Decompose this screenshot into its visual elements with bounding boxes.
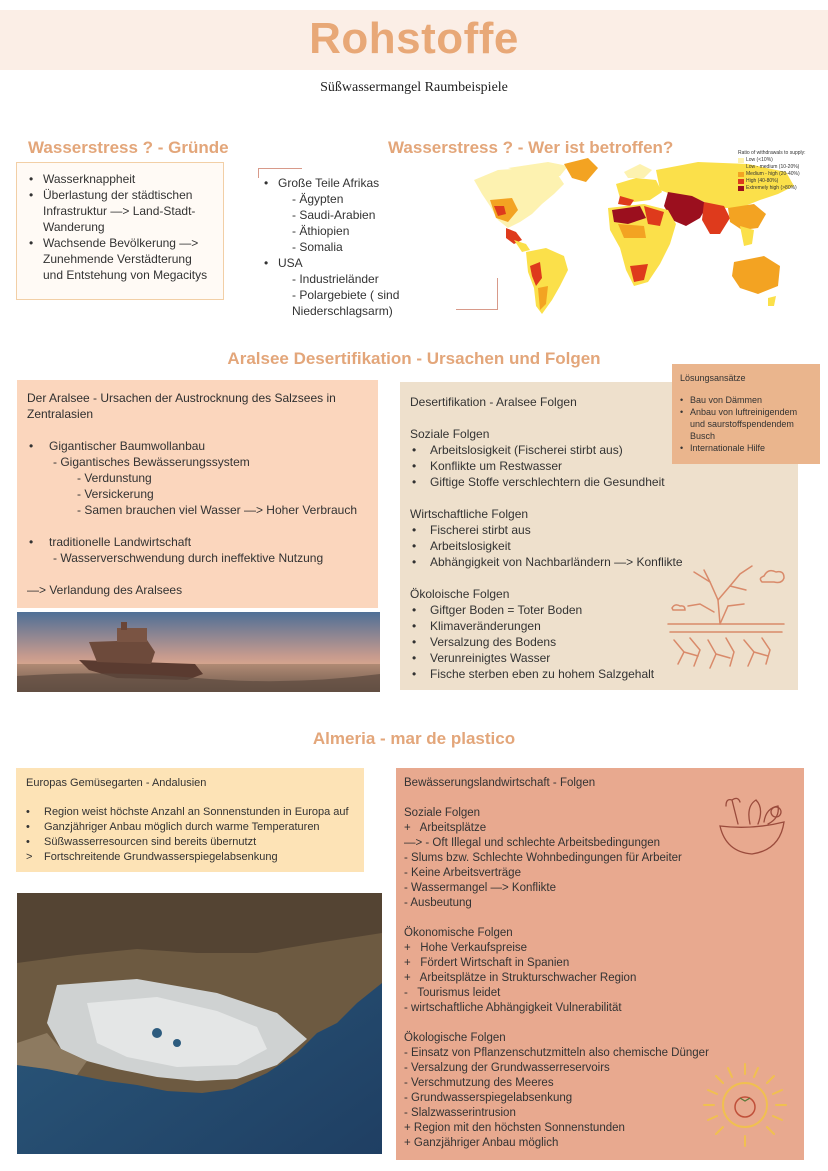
- list-marker: >: [26, 851, 33, 863]
- legend-item: [738, 178, 826, 185]
- list-item: • Arbeitslosigkeit (Fischerei stirbt aus): [410, 442, 788, 458]
- list-item: • Wasserknappheit: [27, 171, 215, 187]
- list-item: - Wassermangel —> Konflikte: [404, 882, 557, 894]
- europa-gemuesegarten-box: [16, 768, 364, 872]
- legend-title: Ratio of withdrawals to supply:: [738, 150, 806, 156]
- list-item: • Internationale Hilfe: [680, 442, 812, 454]
- list-item: • Verunreinigtes Wasser: [410, 650, 788, 666]
- europa-list: [26, 805, 354, 865]
- list-subitem: - Samen brauchen viel Wasser —> Hoher Verbrauch: [77, 503, 358, 517]
- list-item: - Slalzwasserintrusion: [404, 1107, 516, 1119]
- list-text: Region weist höchste Anzahl an Sonnenstunden in Europa auf: [44, 806, 349, 818]
- list-item: • Abhängigkeit von Nachbarländern —> Konflikte: [410, 554, 788, 570]
- list-subitem: - Industrieländer: [292, 272, 379, 286]
- sun-tomato-icon: [698, 1058, 792, 1152]
- list-item: - Slums bzw. Schlechte Wohnbedingungen für Arbeiter: [404, 852, 682, 864]
- map-legend: [738, 150, 826, 192]
- loesungsansaetze-box: [672, 364, 820, 464]
- list-item: —> - Oft Illegal und schlechte Arbeitsbedingungen: [404, 837, 661, 849]
- list-item: - Grundwasserspiegelabsenkung: [404, 1092, 573, 1104]
- legend-item: [738, 164, 826, 171]
- list-item: • Gigantischer Baumwollanbau: [27, 438, 368, 454]
- aralsee-ship-photo: [17, 612, 380, 692]
- list-item: [26, 850, 354, 865]
- list-item: • Versalzung des Bodens: [410, 634, 788, 650]
- gruende-box: [16, 162, 224, 300]
- list-marker: •: [26, 806, 30, 818]
- list-item: - Verschmutzung des Meeres: [404, 1077, 554, 1089]
- list-item: • Wachsende Bevölkerung —> Zunehmende Verstädterung und Entstehung von Megacitys: [27, 235, 215, 283]
- list-subitem: - Verdunstung: [77, 471, 152, 485]
- list-marker: •: [26, 836, 30, 848]
- bew-soziale-title: Soziale Folgen: [404, 807, 481, 819]
- legend-label: Low (<10%): [746, 157, 773, 163]
- page-subtitle: Süßwassermangel Raumbeispiele: [320, 80, 508, 95]
- list-item: - Versalzung der Grundwasserreservoirs: [404, 1062, 610, 1074]
- list-item: - wirtschaftliche Abhängigkeit Vulnerabilität: [404, 1002, 622, 1014]
- list-item: + Arbeitsplätze: [404, 822, 487, 834]
- vegetable-bowl-icon: [714, 790, 790, 860]
- soziale-folgen-title: Soziale Folgen: [410, 427, 490, 441]
- list-marker: •: [26, 821, 30, 833]
- bew-title: Bewässerungslandwirtschaft - Folgen: [404, 777, 596, 789]
- list-item: + Hohe Verkaufspreise: [404, 942, 528, 954]
- list-item: • Konflikte um Restwasser: [410, 458, 788, 474]
- list-item: [26, 835, 354, 850]
- list-item: - Ausbeutung: [404, 897, 472, 909]
- legend-swatch: [738, 165, 744, 170]
- list-item: [26, 820, 354, 835]
- legend-swatch: [738, 158, 744, 163]
- wirtschaftliche-folgen-title: Wirtschaftliche Folgen: [410, 507, 529, 521]
- list-subitem: - Saudi-Arabien: [292, 208, 376, 222]
- page-title: Rohstoffe: [309, 14, 519, 63]
- europa-title: Europas Gemüsegarten - Andalusien: [26, 777, 207, 789]
- list-item: + Region mit den höchsten Sonnenstunden: [404, 1122, 625, 1134]
- list-subitem: - Somalia: [292, 240, 343, 254]
- bew-oekonomische-title: Ökonomische Folgen: [404, 927, 513, 939]
- list-item: • Giftige Stoffe verschlechtern die Gesundheit: [410, 474, 788, 490]
- list-item: • traditionelle Landwirtschaft: [27, 534, 368, 550]
- list-item: • Giftger Boden = Toter Boden: [410, 602, 788, 618]
- bew-oekologische-title: Ökologische Folgen: [404, 1032, 506, 1044]
- almeria-satellite-photo: [17, 893, 382, 1154]
- loesung-title: Lösungsansätze: [680, 373, 746, 383]
- almeria-heading: Almeria - mar de plastico: [312, 729, 516, 748]
- list-item: + Fördert Wirtschaft in Spanien: [404, 957, 570, 969]
- list-item: • Bau von Dämmen: [680, 394, 812, 406]
- legend-swatch: [738, 179, 744, 184]
- oekologische-folgen-title: Ökoloische Folgen: [410, 587, 510, 601]
- legend-label: Extremely high (>80%): [746, 185, 797, 191]
- list-item: • Große Teile Afrikas: [262, 175, 502, 191]
- aralsee-ursachen-box: [17, 380, 378, 608]
- list-item: + Ganzjähriger Anbau möglich: [404, 1137, 559, 1149]
- legend-label: Medium - high (20-40%): [746, 171, 800, 177]
- legend-label: Low - medium (10-20%): [746, 164, 800, 170]
- legend-swatch: [738, 172, 744, 177]
- list-text: Fortschreitende Grundwasserspiegelabsenkung: [44, 851, 278, 863]
- list-subitem: - Versickerung: [77, 487, 154, 501]
- list-item: • Überlastung der städtischen Infrastruktur —> Land-Stadt-Wanderung: [27, 187, 215, 235]
- dry-tree-icon: [664, 560, 788, 676]
- legend-label: High (40-80%): [746, 178, 779, 184]
- list-subitem: - Wasserverschwendung durch ineffektive Nutzung: [53, 551, 324, 565]
- list-item: • Fische sterben eben zu hohem Salzgehalt: [410, 666, 788, 682]
- list-item: - Einsatz von Pflanzenschutzmitteln also chemische Dünger: [404, 1047, 709, 1059]
- list-subitem: - Gigantisches Bewässerungssystem: [53, 455, 250, 469]
- folgen-title: Desertifikation - Aralsee Folgen: [410, 395, 577, 409]
- legend-item: [738, 185, 826, 192]
- gruende-heading: Wasserstress ? - Gründe: [28, 138, 229, 157]
- betroffen-list: [262, 175, 502, 319]
- legend-item: [738, 157, 826, 164]
- ursachen-result: —> Verlandung des Aralsees: [27, 583, 183, 597]
- list-item: • Arbeitslosigkeit: [410, 538, 788, 554]
- list-item: - Tourismus leidet: [404, 987, 501, 999]
- list-item: - Keine Arbeitsverträge: [404, 867, 521, 879]
- list-subitem: - Äthiopien: [292, 224, 350, 238]
- list-item: + Arbeitsplätze in Strukturschwacher Region: [404, 972, 637, 984]
- legend-item: [738, 171, 826, 178]
- list-item: • USA: [262, 255, 502, 271]
- legend-swatch: [738, 186, 744, 191]
- list-item: • Anbau von luftreinigendem und saurstoffspendendem Busch: [680, 406, 812, 442]
- list-subitem: - Polargebiete ( sind Niederschlagsarm): [292, 288, 400, 318]
- list-text: Süßwasserresourcen sind bereits übernutzt: [44, 836, 257, 848]
- list-text: Ganzjähriger Anbau möglich durch warme Temperaturen: [44, 821, 320, 833]
- list-item: • Klimaveränderungen: [410, 618, 788, 634]
- ursachen-title: Der Aralsee - Ursachen der Austrocknung des Salzsees in Zentralasien: [27, 391, 336, 421]
- betroffen-heading: Wasserstress ? - Wer ist betroffen?: [388, 138, 674, 157]
- aralsee-heading: Aralsee Desertifikation - Ursachen und Folgen: [227, 349, 601, 368]
- list-item: [26, 805, 354, 820]
- list-item: • Fischerei stirbt aus: [410, 522, 788, 538]
- list-subitem: - Ägypten: [292, 192, 344, 206]
